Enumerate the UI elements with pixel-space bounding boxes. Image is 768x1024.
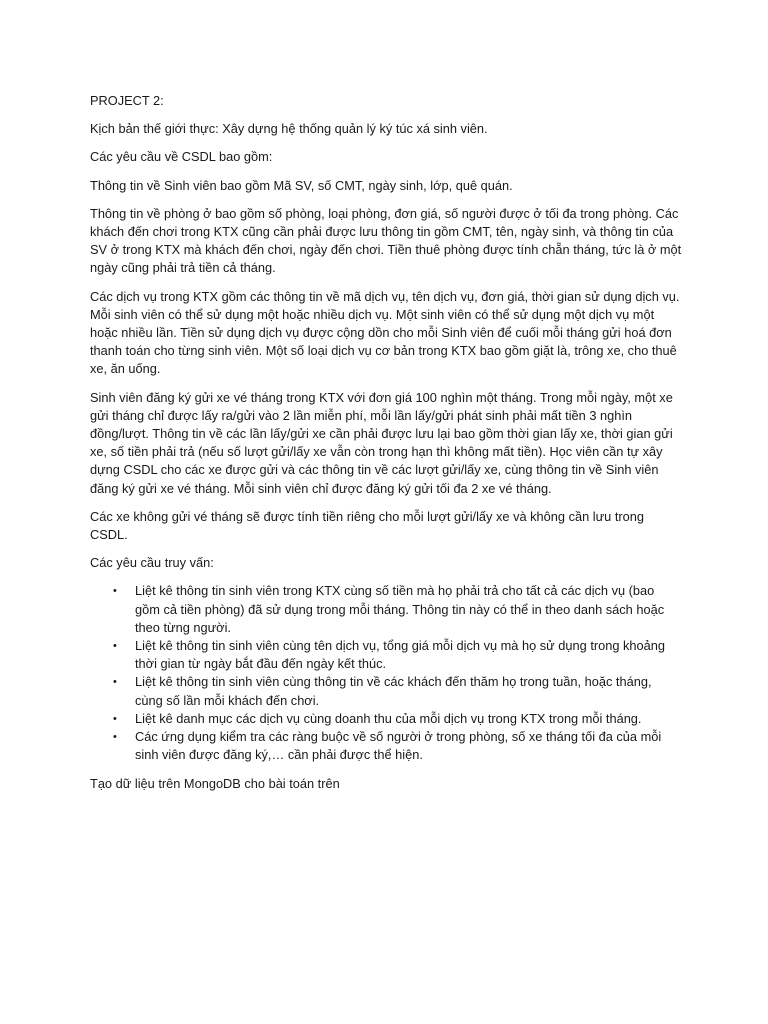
query-text: Các ứng dụng kiểm tra các ràng buộc về số người ở trong phòng, số xe tháng tối đa của mỗi sinh viên được đăng ký,… cần phải được thể hiện. <box>135 729 662 763</box>
query-text: Liệt kê thông tin sinh viên cùng thông tin về các khách đến thăm họ trong tuần, hoặc tháng, cùng số lần mỗi khách đến chơi. <box>135 674 652 708</box>
service-info-paragraph: Các dịch vụ trong KTX gồm các thông tin về mã dịch vụ, tên dịch vụ, đơn giá, thời gian sử dụng dịch vụ. Mỗi sinh viên có thể sử dụng một hoặc nhiều dịch vụ. Một sinh viên có thể sử dụng một dịch vụ một hoặc nhiều lần. Tiền sử dụng dịch vụ được cộng dồn cho mỗi Sinh viên để cuối mỗi tháng gửi hoá đơn thanh toán cho từng sinh viên. Một số loại dịch vụ cơ bản trong KTX bao gồm giặt là, trông xe, cho thuê xe, ăn uống. <box>90 288 680 377</box>
bullet-icon: • <box>113 585 117 598</box>
bullet-icon: • <box>113 676 117 689</box>
list-item <box>90 582 682 637</box>
list-item <box>90 728 682 764</box>
query-text: Liệt kê danh mục các dịch vụ cùng doanh thu của mỗi dịch vụ trong KTX trong mỗi tháng. <box>135 710 642 726</box>
db-requirements-heading: Các yêu cầu về CSDL bao gồm: <box>90 149 273 165</box>
scenario-paragraph: Kịch bản thế giới thực: Xây dựng hệ thống quản lý ký túc xá sinh viên. <box>90 121 488 137</box>
student-info-paragraph: Thông tin về Sinh viên bao gồm Mã SV, số CMT, ngày sinh, lớp, quê quán. <box>90 177 513 193</box>
list-item <box>90 673 682 709</box>
closing-paragraph: Tạo dữ liệu trên MongoDB cho bài toán trên <box>90 775 340 791</box>
list-item <box>90 710 682 728</box>
document-title: PROJECT 2: <box>90 93 164 108</box>
bullet-icon: • <box>113 640 117 653</box>
query-list <box>90 582 682 764</box>
list-item <box>90 637 682 673</box>
query-text: Liệt kê thông tin sinh viên trong KTX cùng số tiền mà họ phải trả cho tất cả các dịch vụ (bao gồm cả tiền phòng) đã sử dụng trong mỗi tháng. Thông tin này có thể in theo danh sách hoặc theo từng người. <box>135 583 665 635</box>
query-heading: Các yêu cầu truy vấn: <box>90 555 214 571</box>
query-text: Liệt kê thông tin sinh viên cùng tên dịch vụ, tổng giá mỗi dịch vụ mà họ sử dụng trong khoảng thời gian từ ngày bắt đầu đến ngày kết thúc. <box>135 638 666 672</box>
room-info-paragraph: Thông tin về phòng ở bao gồm số phòng, loại phòng, đơn giá, số người được ở tối đa trong phòng. Các khách đến chơi trong KTX cũng cần phải được lưu thông tin gồm CMT, tên, ngày sinh, và thông tin của SV ở trong KTX mà khách đến chơi, ngày đến chơi. Tiền thuê phòng được tính chẵn tháng, tức là ở một ngày cũng phải trả tiền cả tháng. <box>90 205 682 276</box>
bullet-icon: • <box>113 712 117 725</box>
bullet-icon: • <box>113 731 117 744</box>
non-monthly-info-paragraph: Các xe không gửi vé tháng sẽ được tính tiền riêng cho mỗi lượt gửi/lấy xe và không cần lưu trong CSDL. <box>90 508 645 543</box>
parking-info-paragraph: Sinh viên đăng ký gửi xe vé tháng trong KTX với đơn giá 100 nghìn một tháng. Trong mỗi ngày, một xe gửi tháng chỉ được lấy ra/gửi vào 2 lần miễn phí, mỗi lần lấy/gửi phát sinh phải mất tiền 3 nghìn đồng/lượt. Thông tin về các lần lấy/gửi xe cần phải được lưu lại bao gồm thời gian lấy xe, thời gian gửi xe, số tiền phải trả (nếu số lượt gửi/lấy xe vẫn còn trong hạn thì không mất tiền). Học viên cần tự xây dựng CSDL cho các xe được gửi và các thông tin về các lượt gửi/lấy xe, cùng thông tin về Sinh viên đăng ký gửi xe vé tháng. Mỗi sinh viên chỉ được đăng ký gửi tối đa 2 xe vé tháng. <box>90 389 673 496</box>
